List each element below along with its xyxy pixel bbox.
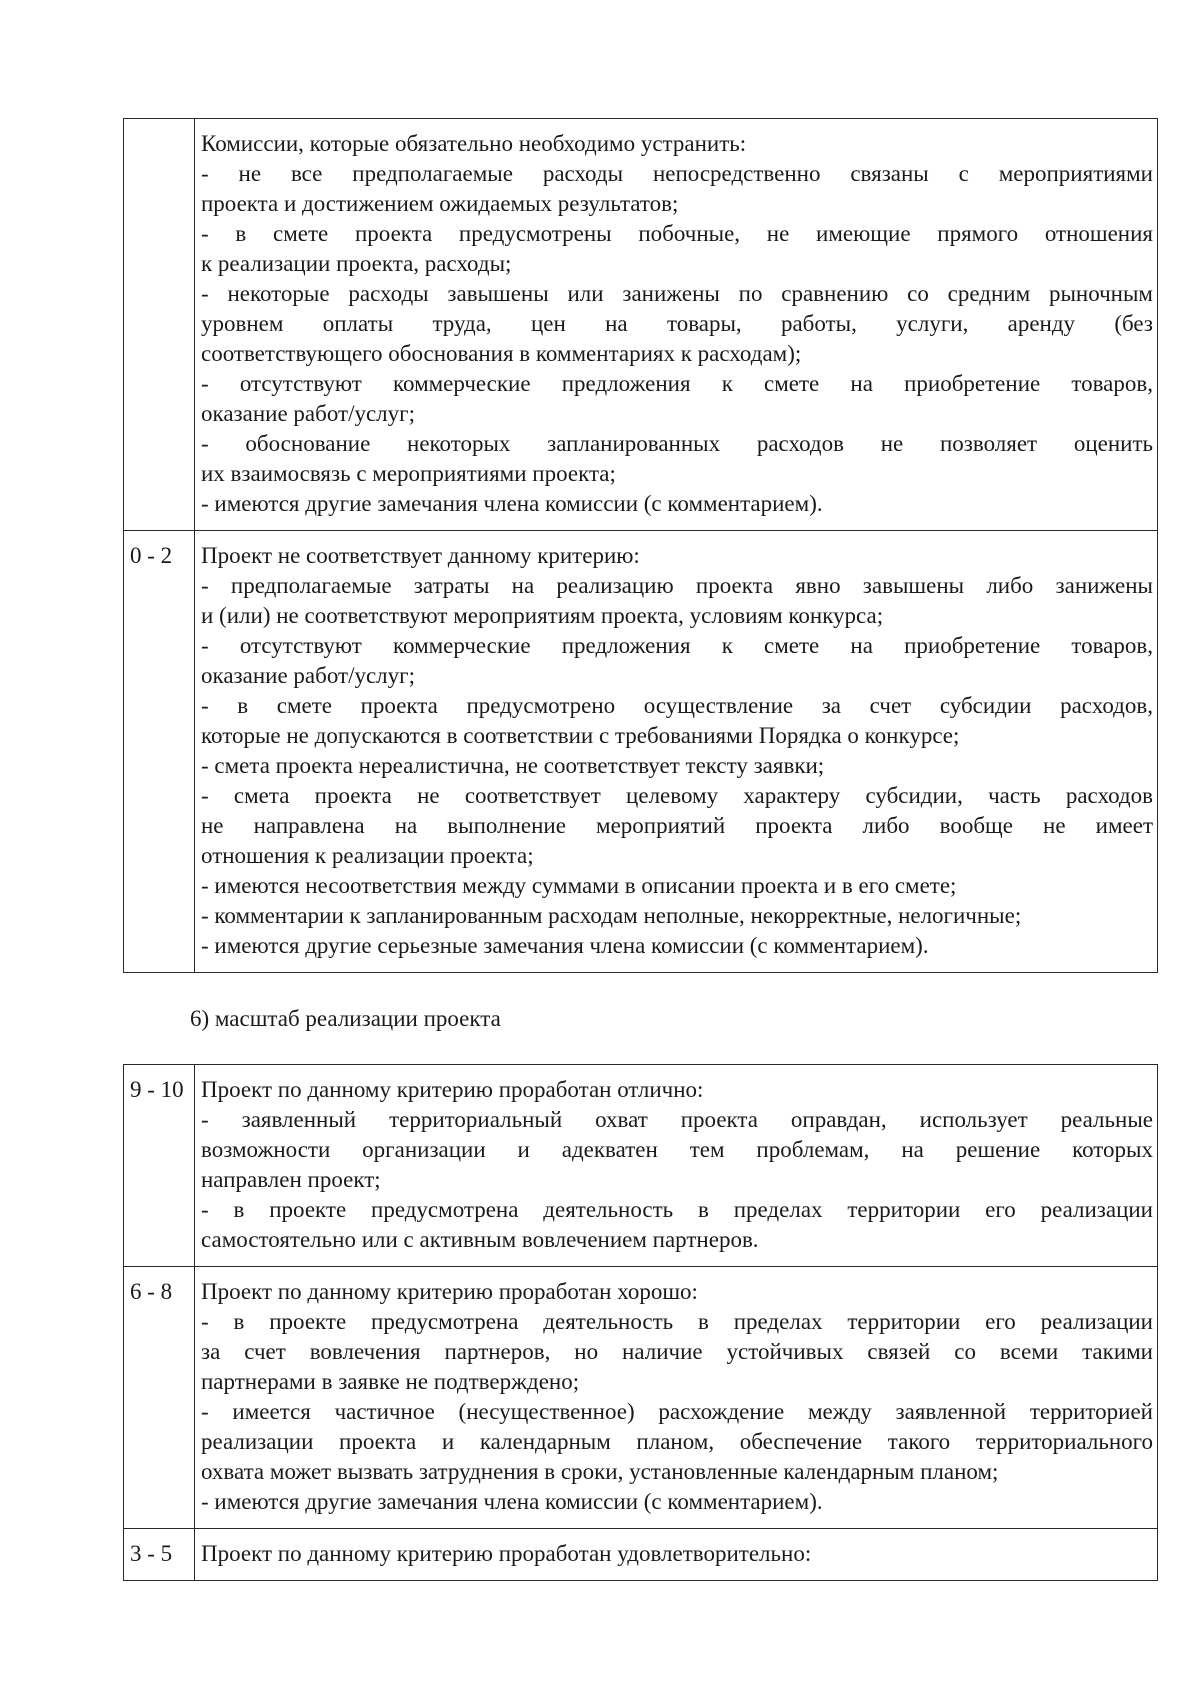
criteria-table-scale [123, 1064, 1158, 1581]
description-line: - не все предполагаемые расходы непосредственно связаны с мероприятиями [201, 161, 1153, 186]
criteria-description-cell [195, 119, 1158, 531]
description-line: - в смете проекта предусмотрены побочные, не имеющие прямого отношения [201, 221, 1153, 246]
description-line: направлен проект; [201, 1167, 381, 1192]
description-line: за счет вовлечения партнеров, но наличие устойчивых связей со всеми такими [201, 1339, 1153, 1364]
description-line: не направлена на выполнение мероприятий проекта либо вообще не имеет [201, 813, 1153, 838]
criteria-row [124, 1065, 1158, 1267]
criteria-description-cell [195, 1529, 1158, 1581]
description-line: - имеются несоответствия между суммами в описании проекта и в его смете; [201, 873, 957, 898]
description-line: - в проекте предусмотрена деятельность в пределах территории его реализации [201, 1197, 1153, 1222]
description-line: возможности организации и адекватен тем проблемам, на решение которых [201, 1137, 1153, 1162]
description-line: - некоторые расходы завышены или занижены по сравнению со средним рыночным [201, 281, 1153, 306]
description-line: оказание работ/услуг; [201, 663, 415, 688]
description-line: уровнем оплаты труда, цен на товары, работы, услуги, аренду (без [201, 311, 1153, 336]
description-line: - комментарии к запланированным расходам неполные, некорректные, нелогичные; [201, 903, 1022, 928]
description-line: - имеются другие замечания члена комиссии (с комментарием). [201, 1489, 823, 1514]
description-line: оказание работ/услуг; [201, 401, 415, 426]
description-line: Проект по данному критерию проработан хорошо: [201, 1279, 698, 1304]
criteria-row [124, 531, 1158, 973]
description-line: - обоснование некоторых запланированных расходов не позволяет оценить [201, 431, 1153, 456]
description-line: - смета проекта нереалистична, не соответствует тексту заявки; [201, 753, 825, 778]
description-line: самостоятельно или с активным вовлечением партнеров. [201, 1227, 759, 1252]
description-line: партнерами в заявке не подтверждено; [201, 1369, 580, 1394]
description-line: Проект по данному критерию проработан удовлетворительно: [201, 1541, 812, 1566]
description-line: - имеется частичное (несущественное) расхождение между заявленной территорией [201, 1399, 1153, 1424]
criteria-row [124, 1267, 1158, 1529]
criteria-table-body [124, 119, 1158, 973]
criteria-description-cell [195, 1065, 1158, 1267]
description-line: к реализации проекта, расходы; [201, 251, 512, 276]
criteria-row [124, 1529, 1158, 1581]
description-line: - в смете проекта предусмотрено осуществление за счет субсидии расходов, [201, 693, 1153, 718]
description-line: которые не допускаются в соответствии с требованиями Порядка о конкурсе; [201, 723, 960, 748]
score-range-cell: 6 - 8 [124, 1267, 195, 1529]
description-line: соответствующего обоснования в комментариях к расходам); [201, 341, 802, 366]
description-line: - в проекте предусмотрена деятельность в пределах территории его реализации [201, 1309, 1153, 1334]
score-range-cell [124, 119, 195, 531]
description-line: - имеются другие замечания члена комиссии (с комментарием). [201, 491, 823, 516]
criteria-description-cell [195, 531, 1158, 973]
section-heading: 6) масштаб реализации проекта [190, 1006, 501, 1031]
description-line: отношения к реализации проекта; [201, 843, 534, 868]
description-line: проекта и достижением ожидаемых результатов; [201, 191, 679, 216]
description-line: Комиссии, которые обязательно необходимо устранить: [201, 131, 747, 156]
description-line: и (или) не соответствуют мероприятиям проекта, условиям конкурса; [201, 603, 884, 628]
description-line: - смета проекта не соответствует целевому характеру субсидии, часть расходов [201, 783, 1153, 808]
score-range-cell: 3 - 5 [124, 1529, 195, 1581]
description-line: Проект не соответствует данному критерию: [201, 543, 640, 568]
score-range-cell: 9 - 10 [124, 1065, 195, 1267]
criteria-table-body [124, 1065, 1158, 1581]
description-line: - имеются другие серьезные замечания члена комиссии (с комментарием). [201, 933, 929, 958]
criteria-table-budget [123, 118, 1158, 973]
description-line: их взаимосвязь с мероприятиями проекта; [201, 461, 616, 486]
criteria-description-cell [195, 1267, 1158, 1529]
description-line: Проект по данному критерию проработан отлично: [201, 1077, 704, 1102]
description-line: - заявленный территориальный охват проекта оправдан, использует реальные [201, 1107, 1153, 1132]
description-line: реализации проекта и календарным планом, обеспечение такого территориального [201, 1429, 1153, 1454]
criteria-row [124, 119, 1158, 531]
description-line: - отсутствуют коммерческие предложения к смете на приобретение товаров, [201, 633, 1153, 658]
score-range-cell: 0 - 2 [124, 531, 195, 973]
description-line: - отсутствуют коммерческие предложения к смете на приобретение товаров, [201, 371, 1153, 396]
description-line: охвата может вызвать затруднения в сроки, установленные календарным планом; [201, 1459, 999, 1484]
description-line: - предполагаемые затраты на реализацию проекта явно завышены либо занижены [201, 573, 1153, 598]
